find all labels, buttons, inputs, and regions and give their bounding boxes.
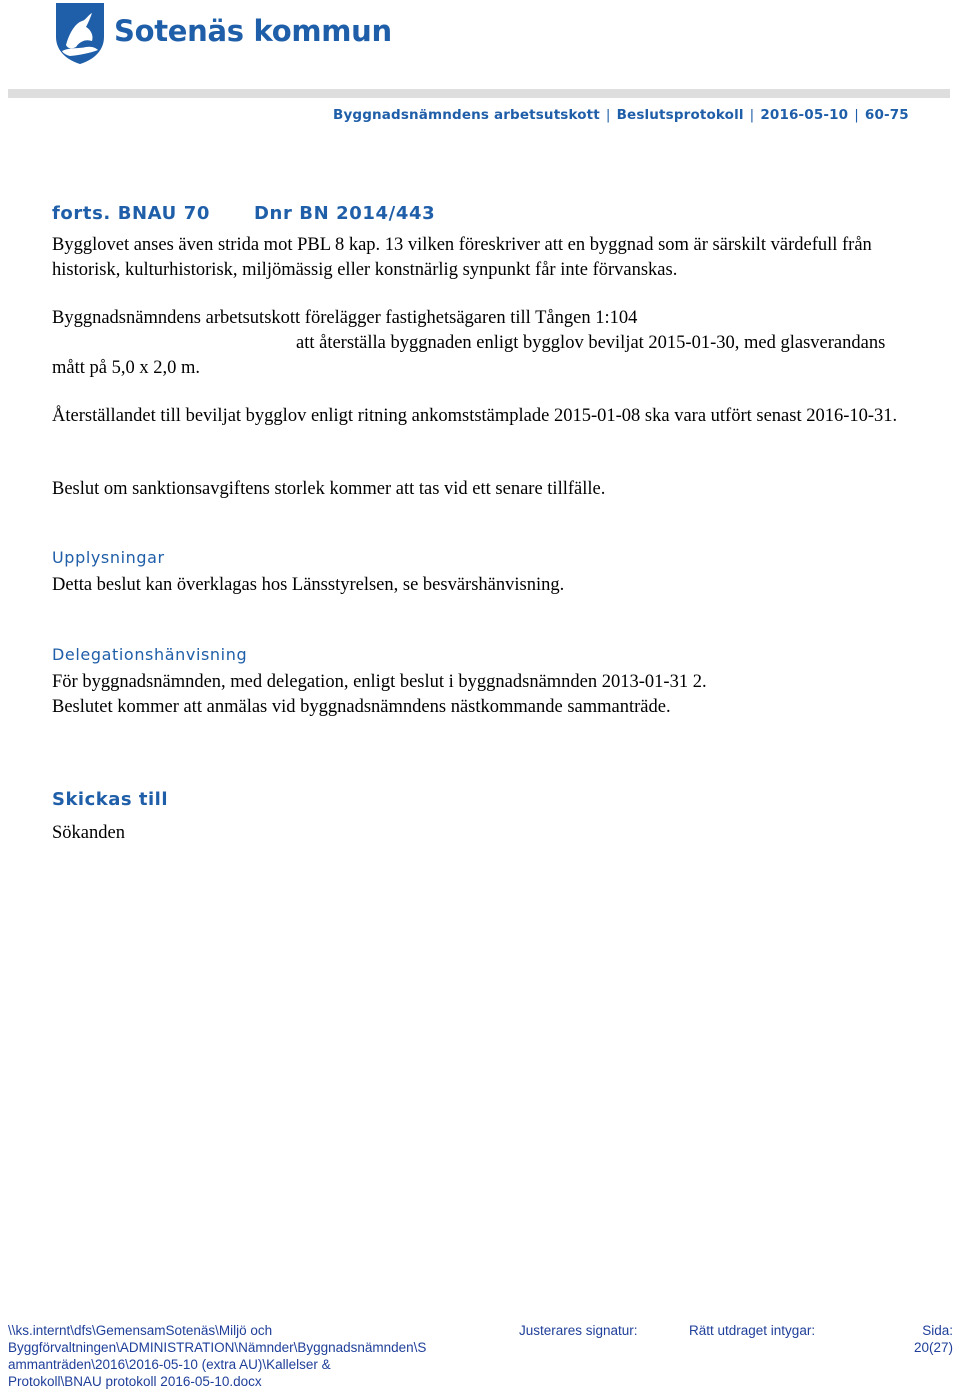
paragraph-4: Beslut om sanktionsavgiftens storlek kommer att tas vid ett senare tillfälle.: [52, 479, 606, 499]
paragraph-3: Återställandet till beviljat bygglov enligt ritning ankomststämplade 2015-01-08 ska vara utfört senast 2016-10-31.: [52, 406, 898, 426]
page-number: [914, 1322, 953, 1356]
delegation-heading: Delegationshänvisning: [52, 645, 248, 664]
file-path-line: ammanträden\2016\2016-05-10 (extra AU)\Kallelser &: [8, 1357, 331, 1372]
page-label: Sida:: [922, 1323, 953, 1338]
case-ref: forts. BNAU 70: [52, 203, 210, 224]
upplysningar-text: Detta beslut kan överklagas hos Länsstyrelsen, se besvärshänvisning.: [52, 575, 565, 595]
file-path-line: \\ks.internt\dfs\GemensamSotenäs\Miljö och: [8, 1323, 273, 1338]
file-path: [8, 1322, 508, 1390]
paragraph-2: [52, 306, 912, 381]
paragraph-2-rest: att återställa byggnaden enligt bygglov beviljat 2015-01-30, med glasverandans mått på 5,0 x 2,0 m.: [52, 333, 886, 378]
separator: |: [854, 107, 859, 123]
page-value: 20(27): [913, 1340, 953, 1355]
case-reference: [52, 203, 435, 224]
logo: [52, 2, 392, 64]
delegation-line1: För byggnadsnämnden, med delegation, enligt beslut i byggnadsnämnden 2013-01-31 2.: [52, 672, 707, 692]
skickas-recipient: Sökanden: [52, 823, 125, 843]
file-path-line: Protokoll\BNAU protokoll 2016-05-10.docx: [8, 1374, 262, 1389]
paragraph-1: Bygglovet anses även strida mot PBL 8 kap. 13 vilken föreskriver att en byggnad som är särskilt värdefull från historisk, kulturhistorisk, miljömässig eller konstnärlig synpunkt får inte förvanskas.: [52, 235, 872, 280]
attest-label: Rätt utdraget intygar:: [689, 1323, 816, 1338]
case-dnr: Dnr BN 2014/443: [254, 203, 436, 224]
header-rule: [8, 89, 950, 98]
header-date: 2016-05-10: [760, 107, 849, 123]
upplysningar-heading: Upplysningar: [52, 548, 165, 567]
skickas-heading: Skickas till: [52, 789, 168, 810]
signature-label: Justerares signatur:: [519, 1323, 638, 1338]
document-header: [333, 107, 960, 123]
delegation-text: [52, 670, 912, 720]
header-doc-type: Beslutsprotokoll: [616, 107, 744, 123]
separator: |: [749, 107, 755, 123]
logo-wordmark: Sotenäs kommun: [114, 14, 392, 48]
paragraph-2-line1: Byggnadsnämndens arbetsutskott förelägger fastighetsägaren till Tången 1:104: [52, 308, 638, 328]
file-path-line: Byggförvaltningen\ADMINISTRATION\Nämnder\Byggnadsnämnden\S: [8, 1340, 427, 1355]
delegation-line2: Beslutet kommer att anmälas vid byggnadsnämndens nästkommande sammanträde.: [52, 697, 671, 717]
header-paragraphs: 60-75: [864, 107, 909, 123]
coat-of-arms-icon: [52, 1, 108, 65]
header-committee: Byggnadsnämndens arbetsutskott: [333, 107, 600, 123]
separator: |: [605, 107, 611, 123]
